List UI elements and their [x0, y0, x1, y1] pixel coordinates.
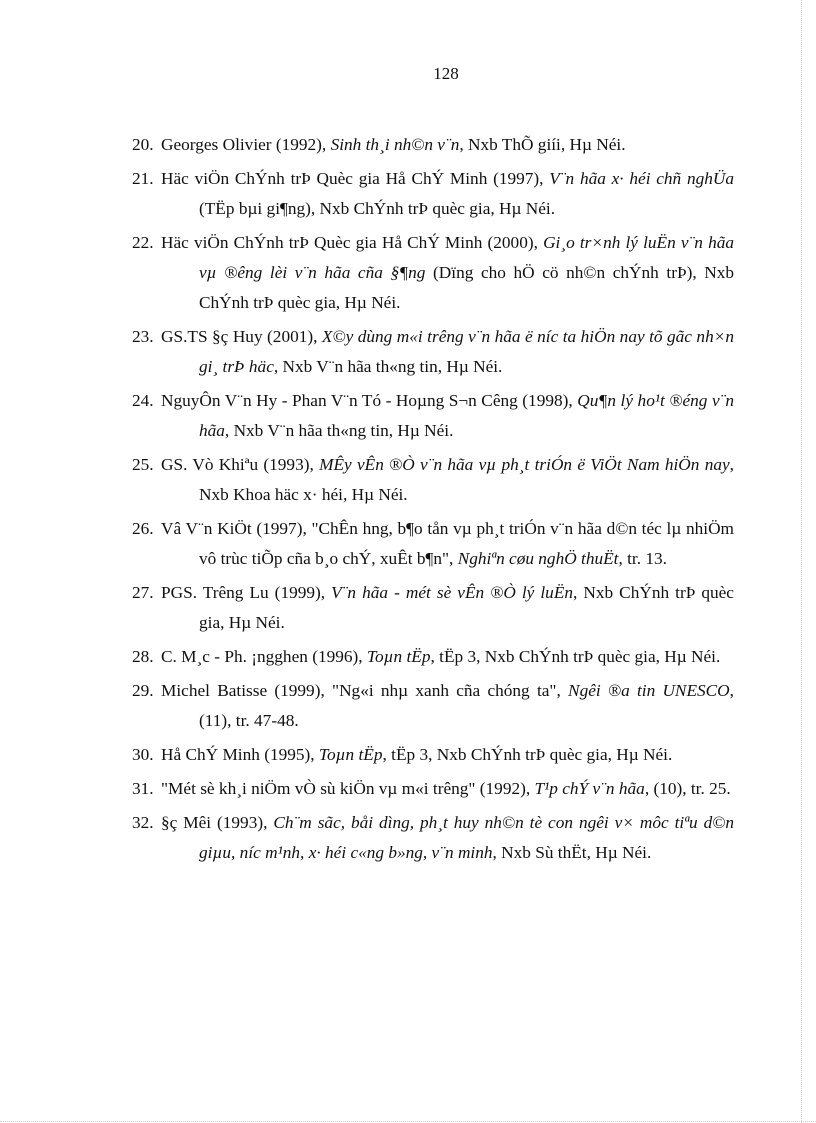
- reference-publisher: (Dïng cho hÖ cö nh©n chÝnh trÞ), Nxb ChÝnh trÞ quèc gia, Hµ Néi.: [199, 263, 734, 312]
- reference-author: C. M¸c - Ph. ¡ngghen (1996),: [161, 647, 367, 666]
- reference-title: Toµn tËp: [366, 647, 431, 666]
- reference-author: Häc viÖn ChÝnh trÞ Quèc gia Hå ChÝ Minh (1997),: [161, 169, 550, 188]
- reference-author: NguyÔn V¨n Hy - Phan V¨n Tó - Hoµng S¬n Cêng (1998),: [161, 391, 578, 410]
- reference-author: GS. Vò Khiªu (1993),: [161, 455, 320, 474]
- reference-title: V¨n hãa x· héi chñ nghÜa: [549, 169, 734, 188]
- reference-title: Sinh th¸i nh©n v¨n: [330, 135, 460, 154]
- reference-number: 22.: [132, 233, 154, 252]
- reference-number: 31.: [132, 779, 154, 798]
- reference-title: X©y dùng m«i trêng v¨n hãa ë níc ta hiÖn nay tõ gãc nh×n gi¸ trÞ häc: [199, 327, 735, 376]
- reference-item: [132, 322, 734, 382]
- reference-title: T¹p chÝ v¨n hãa: [534, 779, 645, 798]
- page-number: 128: [433, 64, 459, 83]
- reference-item: [132, 450, 734, 510]
- reference-number: 24.: [132, 391, 154, 410]
- reference-list: [132, 130, 734, 872]
- reference-number: 28.: [132, 647, 154, 666]
- reference-title: MÊy vÊn ®Ò v¨n hãa vµ ph¸t triÓn ë ViÖt Nam hiÖn nay: [319, 455, 730, 474]
- reference-number: 32.: [132, 813, 154, 832]
- reference-item: [132, 386, 734, 446]
- reference-publisher: , tËp 3, Nxb ChÝnh trÞ quèc gia, Hµ Néi.: [382, 745, 673, 764]
- reference-publisher: , Nxb V¨n hãa th«ng tin, Hµ Néi.: [273, 357, 503, 376]
- reference-item: [132, 774, 734, 804]
- reference-item: [132, 164, 734, 224]
- reference-publisher: , Nxb V¨n hãa th«ng tin, Hµ Néi.: [224, 421, 454, 440]
- reference-number: 20.: [132, 135, 154, 154]
- reference-number: 30.: [132, 745, 154, 764]
- reference-number: 25.: [132, 455, 154, 474]
- reference-item: [132, 808, 734, 868]
- reference-publisher: , Nxb Khoa häc x· héi, Hµ Néi.: [199, 455, 734, 504]
- reference-number: 29.: [132, 681, 154, 700]
- reference-author: §ç Mêi (1993),: [161, 813, 274, 832]
- reference-publisher: , tr. 13.: [618, 549, 667, 568]
- reference-item: [132, 676, 734, 736]
- page-bottom-rule: [0, 1121, 816, 1122]
- reference-title: Nghiªn cøu nghÖ thuËt: [457, 549, 619, 568]
- reference-publisher: , Nxb ThÕ giíi, Hµ Néi.: [459, 135, 626, 154]
- reference-publisher: , (11), tr. 47-48.: [199, 681, 734, 730]
- reference-publisher: , tËp 3, Nxb ChÝnh trÞ quèc gia, Hµ Néi.: [430, 647, 721, 666]
- reference-item: [132, 740, 734, 770]
- reference-item: [132, 578, 734, 638]
- reference-publisher: , Nxb Sù thËt, Hµ Néi.: [492, 843, 652, 862]
- reference-author: "Mét sè kh¸i niÖm vÒ sù kiÖn vµ m«i trêng" (1992),: [161, 779, 535, 798]
- reference-publisher: , (10), tr. 25.: [644, 779, 731, 798]
- reference-item: [132, 642, 734, 672]
- reference-title: V¨n hãa - mét sè vÊn ®Ò lý luËn: [331, 583, 574, 602]
- reference-number: 26.: [132, 519, 154, 538]
- reference-author: Georges Olivier (1992),: [161, 135, 331, 154]
- reference-number: 23.: [132, 327, 154, 346]
- reference-author: Michel Batisse (1999), "Ng«i nhµ xanh cña chóng ta",: [161, 681, 569, 700]
- reference-author: Hå ChÝ Minh (1995),: [161, 745, 319, 764]
- reference-number: 27.: [132, 583, 154, 602]
- reference-item: [132, 228, 734, 318]
- reference-title: Qu¶n lý ho¹t ®éng v¨n hãa: [199, 391, 735, 440]
- reference-publisher: (TËp bµi gi¶ng), Nxb ChÝnh trÞ quèc gia, Hµ Néi.: [199, 199, 556, 218]
- reference-title: Toµn tËp: [318, 745, 383, 764]
- reference-title: Ngêi ®a tin UNESCO: [568, 681, 730, 700]
- reference-item: [132, 130, 734, 160]
- reference-item: [132, 514, 734, 574]
- reference-title: Ch¨m sãc, båi dìng, ph¸t huy nh©n tè con ngêi v× môc tiªu d©n giµu, níc m¹nh, x· héi c«ng b»ng, v¨n minh: [199, 813, 734, 862]
- reference-author: PGS. Trêng Lu (1999),: [161, 583, 332, 602]
- reference-author: Häc viÖn ChÝnh trÞ Quèc gia Hå ChÝ Minh (2000),: [161, 233, 544, 252]
- reference-publisher: , Nxb ChÝnh trÞ quèc gia, Hµ Néi.: [199, 583, 734, 632]
- reference-author: GS.TS §ç Huy (2001),: [161, 327, 322, 346]
- page-edge-rule: [801, 0, 802, 1123]
- reference-number: 21.: [132, 169, 154, 188]
- reference-title: Gi¸o tr×nh lý luËn v¨n hãa vµ ®êng lèi v¨n hãa cña §¶ng: [199, 233, 734, 282]
- reference-author: Vâ V¨n KiÖt (1997), "ChÊn hng, b¶o tån vµ ph¸t triÓn v¨n hãa d©n téc lµ nhiÖm vô trùc tiÕp cña b¸o chÝ, xuÊt b¶n",: [161, 519, 734, 568]
